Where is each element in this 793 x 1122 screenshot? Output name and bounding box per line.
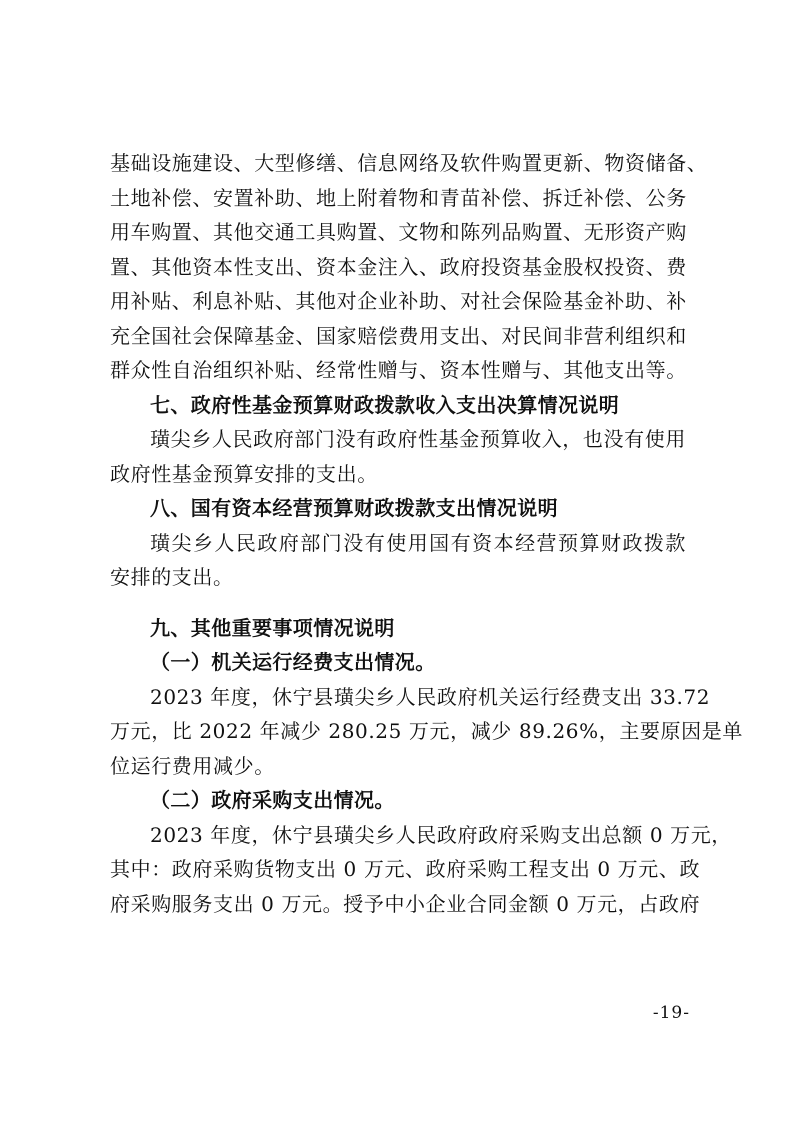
text-line: 万元，比 2022 年减少 280.25 万元，减少 89.26%，主要原因是单: [110, 719, 743, 743]
document-page: [110, 146, 743, 921]
text-line: 置、其他资本性支出、资本金注入、政府投资基金股权投资、费: [110, 254, 687, 279]
text-line: 璜尖乡人民政府部门没有政府性基金预算收入，也没有使用: [150, 427, 686, 451]
subsection-heading: （一）机关运行经费支出情况。: [150, 650, 436, 674]
page-number: -19-: [652, 1003, 690, 1023]
text-line: 其中：政府采购货物支出 0 万元、政府采购工程支出 0 万元、政: [110, 857, 701, 881]
subsection-operating-expenses: [110, 645, 743, 783]
section-heading: 九、其他重要事项情况说明: [150, 615, 395, 640]
text-line: 充全国社会保障基金、国家赔偿费用支出、对民间非营利组织和: [110, 323, 687, 348]
paragraph-gap: [110, 595, 686, 611]
section-state-capital-budget: [110, 491, 686, 595]
text-line: 府采购服务支出 0 万元。授予中小企业合同金额 0 万元，占政府: [110, 891, 701, 916]
paragraph-expense-categories: [110, 146, 708, 388]
text-line: 安排的支出。: [110, 565, 234, 589]
text-line: 政府性基金预算安排的支出。: [110, 461, 378, 486]
text-line: 用车购置、其他交通工具购置、文物和陈列品购置、无形资产购: [110, 220, 687, 244]
subsection-heading: （二）政府采购支出情况。: [150, 788, 395, 812]
text-line: 璜尖乡人民政府部门没有使用国有资本经营预算财政拨款: [150, 530, 686, 555]
section-heading: 七、政府性基金预算财政拨款收入支出决算情况说明: [150, 392, 620, 417]
text-line: 土地补偿、安置补助、地上附着物和青苗补偿、拆迁补偿、公务: [110, 185, 687, 210]
text-line: 2023 年度，休宁县璜尖乡人民政府机关运行经费支出 33.72: [150, 684, 711, 709]
subsection-procurement: [110, 783, 732, 921]
text-line: 基础设施建设、大型修缮、信息网络及软件购置更新、物资储备、: [110, 151, 708, 175]
text-line: 用补贴、利息补贴、其他对企业补助、对社会保险基金补助、补: [110, 289, 687, 313]
text-line: 位运行费用减少。: [110, 753, 275, 778]
text-line: 2023 年度，休宁县璜尖乡人民政府政府采购支出总额 0 万元，: [150, 822, 732, 847]
section-government-fund-budget: [110, 388, 686, 492]
text-line: 群众性自治组织补贴、经常性赠与、资本性赠与、其他支出等。: [110, 358, 687, 382]
section-other-matters: [110, 611, 743, 922]
section-heading: 八、国有资本经营预算财政拨款支出情况说明: [150, 496, 558, 520]
